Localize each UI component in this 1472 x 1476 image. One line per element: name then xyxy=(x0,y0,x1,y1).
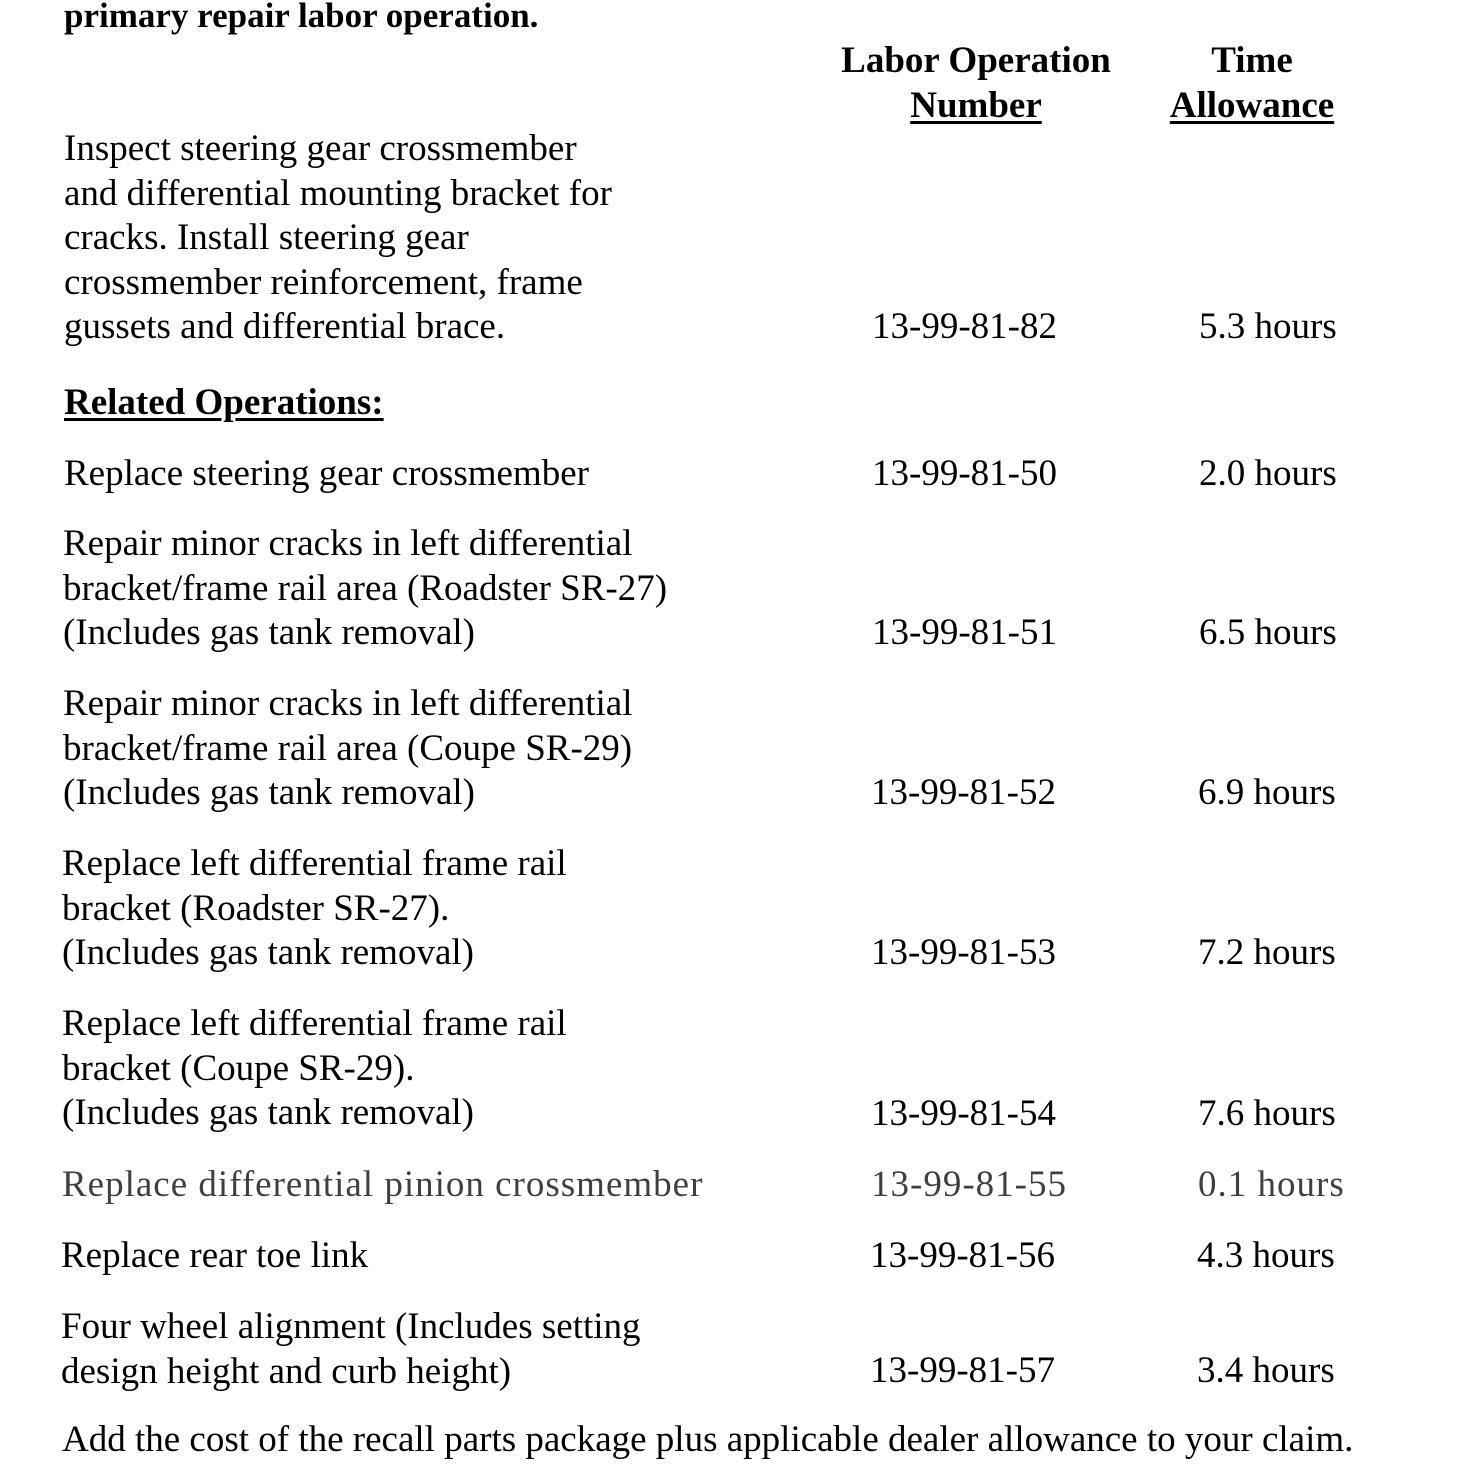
related-op-time: 2.0 hours xyxy=(1199,453,1337,494)
time-header-line1: Time xyxy=(1211,40,1293,81)
primary-operation-description: Inspect steering gear crossmember and differential mounting bracket for cracks. Install steering gear crossmember reinforcement, frame gussets and differential brace. xyxy=(64,128,612,347)
related-op-time: 6.9 hours xyxy=(1198,772,1336,813)
related-op-time: 7.2 hours xyxy=(1198,932,1336,973)
related-op-description: Repair minor cracks in left differential bracket/frame rail area (Roadster SR-27) (Includes gas tank removal) xyxy=(63,523,668,653)
primary-operation-number: 13-99-81-82 xyxy=(872,306,1057,347)
related-op-description: Four wheel alignment (Includes setting design height and curb height) xyxy=(61,1306,641,1392)
related-op-number: 13-99-81-52 xyxy=(871,772,1056,813)
related-op-description: Replace rear toe link xyxy=(61,1235,369,1276)
related-op-number: 13-99-81-56 xyxy=(870,1235,1055,1276)
related-op-number: 13-99-81-53 xyxy=(871,932,1056,973)
related-op-number: 13-99-81-51 xyxy=(872,612,1057,653)
labor-header-line1: Labor Operation xyxy=(841,40,1111,81)
related-op-description: Replace steering gear crossmember xyxy=(64,453,589,494)
related-op-time: 7.6 hours xyxy=(1198,1093,1336,1134)
footer-instruction: Add the cost of the recall parts package plus applicable dealer allowance to your claim. xyxy=(62,1419,1354,1460)
related-op-number: 13-99-81-50 xyxy=(872,453,1057,494)
related-op-description: Replace left differential frame rail bracket (Coupe SR-29). (Includes gas tank removal) xyxy=(62,1003,567,1133)
related-op-number: 13-99-81-54 xyxy=(871,1093,1056,1134)
related-op-number: 13-99-81-55 xyxy=(871,1164,1067,1205)
related-operations-heading: Related Operations: xyxy=(64,382,384,423)
time-header-line2: Allowance xyxy=(1169,85,1335,126)
related-op-description: Replace differential pinion crossmember xyxy=(62,1164,704,1205)
related-op-number: 13-99-81-57 xyxy=(870,1350,1055,1391)
intro-fragment: primary repair labor operation. xyxy=(64,0,539,35)
primary-operation-time: 5.3 hours xyxy=(1199,306,1337,347)
related-op-time: 4.3 hours xyxy=(1197,1235,1335,1276)
related-op-time: 3.4 hours xyxy=(1197,1350,1335,1391)
related-op-time: 0.1 hours xyxy=(1198,1164,1345,1205)
related-op-description: Repair minor cracks in left differential bracket/frame rail area (Coupe SR-29) (Includes gas tank removal) xyxy=(63,683,633,813)
labor-header-line2: Number xyxy=(910,85,1042,126)
related-op-time: 6.5 hours xyxy=(1199,612,1337,653)
related-op-description: Replace left differential frame rail bracket (Roadster SR-27). (Includes gas tank removal) xyxy=(62,843,567,973)
time-allowance-header xyxy=(1152,38,1352,128)
labor-operation-number-header xyxy=(820,38,1132,128)
